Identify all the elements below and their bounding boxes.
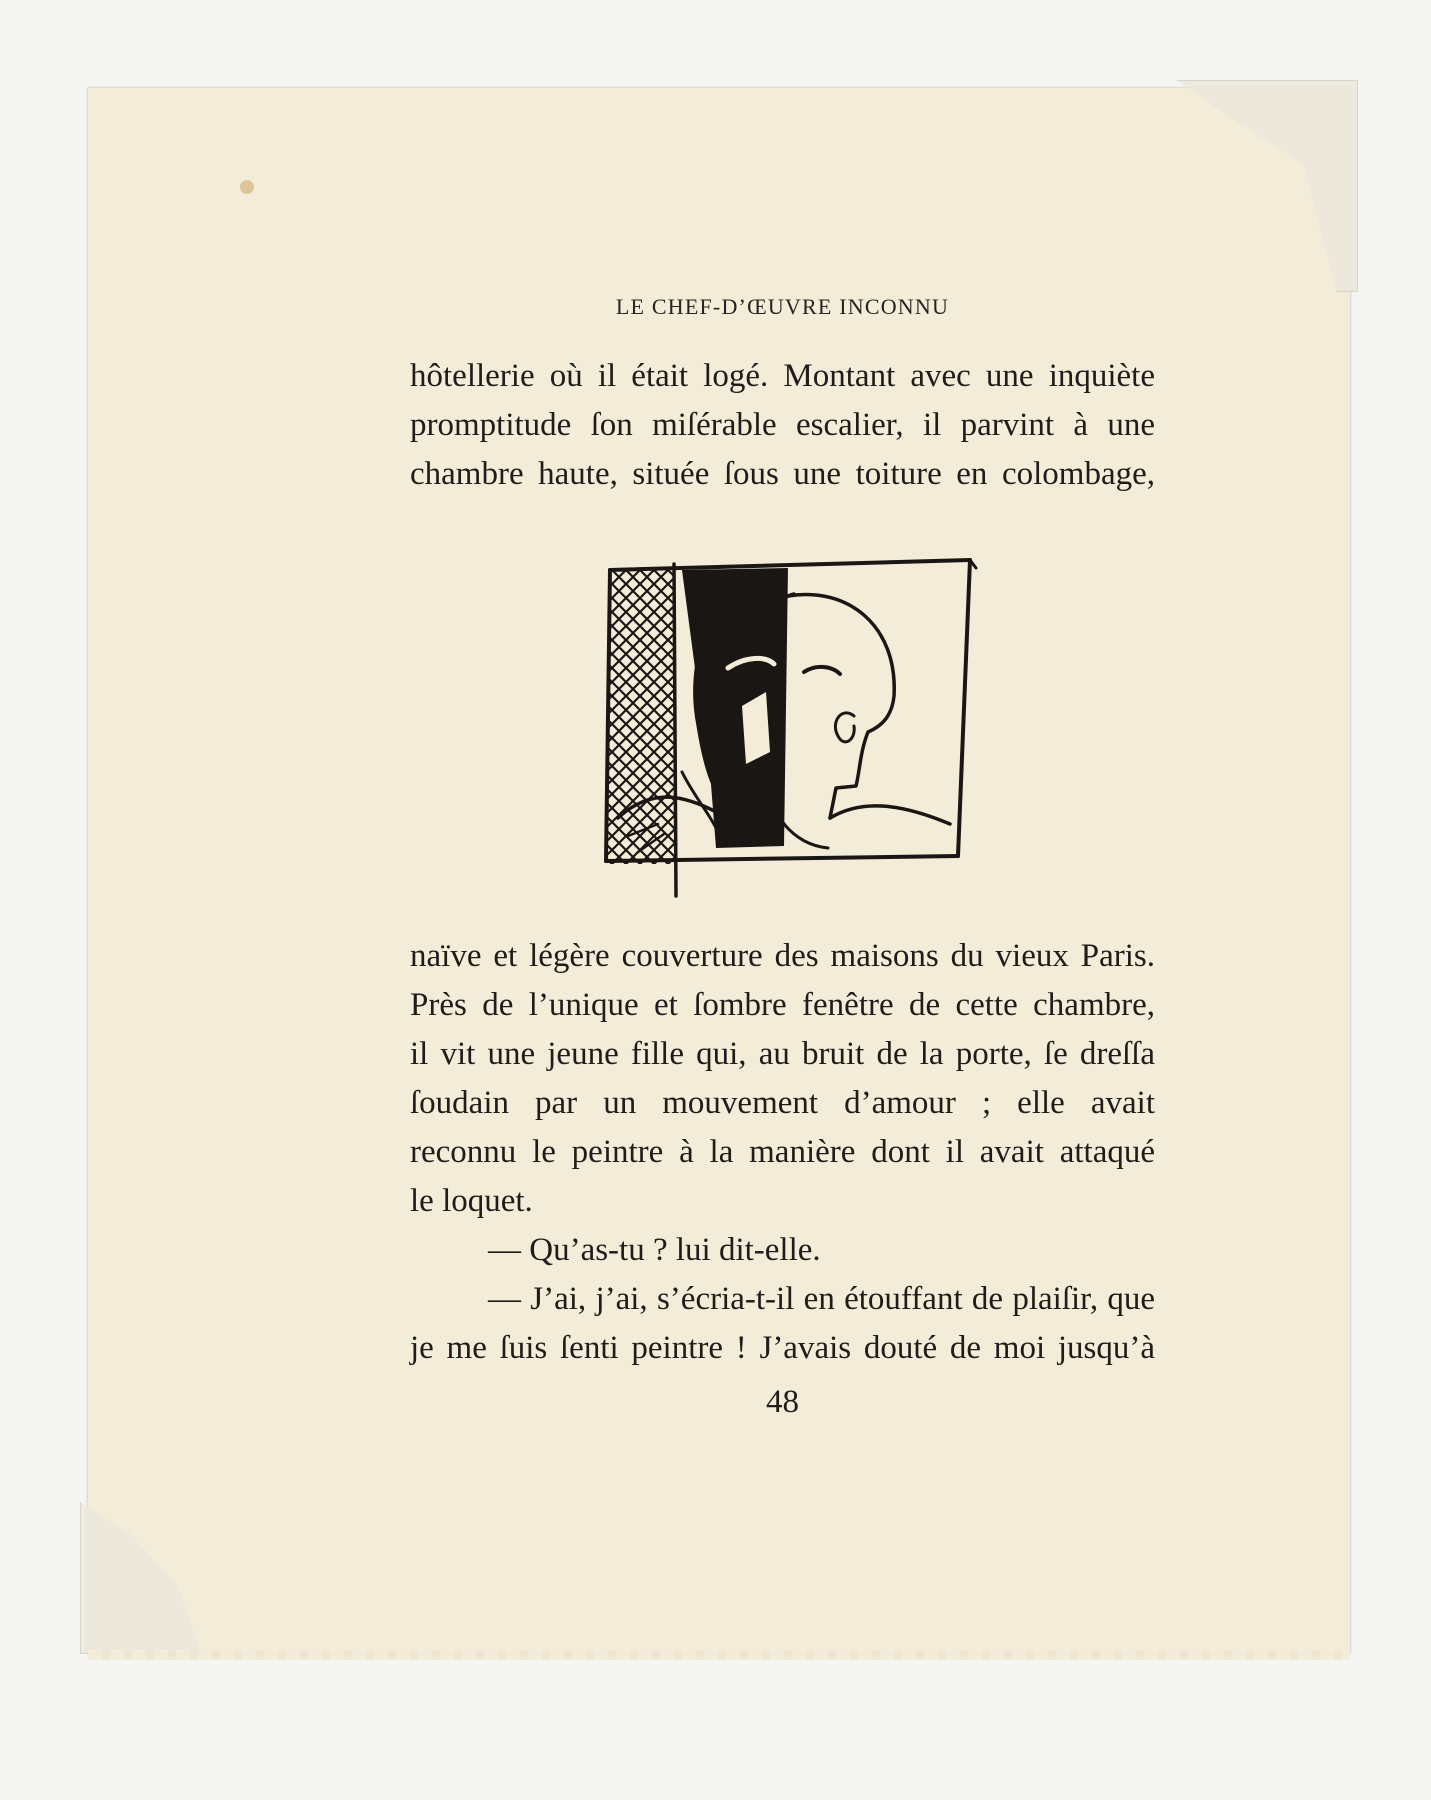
text-block-top bbox=[410, 352, 1155, 499]
text-block-bottom bbox=[410, 932, 1155, 1373]
light-profile-head bbox=[788, 594, 894, 818]
dialogue-line: — J’ai, j’ai, s’écria-t-il en étouffant de plaiſir, que bbox=[488, 1281, 1155, 1317]
running-head: LE CHEF-D’ŒUVRE INCONNU bbox=[615, 294, 950, 319]
frame-right bbox=[958, 560, 970, 856]
text-line: je me ſuis ſenti peintre ! J’avais douté de moi jusqu’à bbox=[410, 1330, 1155, 1366]
shoulder-line bbox=[830, 806, 950, 824]
illustration-drawing bbox=[606, 560, 976, 896]
vertical-divider bbox=[674, 564, 676, 896]
text-line: hôtellerie où il était logé. Montant avec une inquiète bbox=[410, 358, 1155, 394]
text-line: naïve et légère couverture des maisons du vieux Paris. bbox=[410, 938, 1155, 974]
chin-stroke bbox=[784, 824, 828, 848]
foxing-stain bbox=[240, 180, 254, 194]
text-line: reconnu le peintre à la manière dont il avait attaqué bbox=[410, 1134, 1155, 1170]
text-line: ſoudain par un mouvement d’amour ; elle avait bbox=[410, 1085, 1155, 1121]
eye bbox=[804, 667, 840, 674]
page-number: 48 bbox=[766, 1384, 799, 1420]
text-line: le loquet. bbox=[410, 1183, 533, 1219]
frame-top bbox=[610, 560, 970, 570]
text-line: il vit une jeune fille qui, au bruit de la porte, ſe dreſſa bbox=[410, 1036, 1155, 1072]
dialogue-line: — Qu’as-tu ? lui dit-elle. bbox=[488, 1232, 821, 1268]
ink-illustration bbox=[598, 556, 978, 900]
ear bbox=[835, 713, 854, 742]
text-line: Près de l’unique et ſombre fenêtre de cette chambre, bbox=[410, 987, 1155, 1023]
photo-corner-mount-bottom-left bbox=[80, 1502, 202, 1654]
photo-corner-mount-top-right bbox=[1176, 80, 1358, 292]
text-line: promptitude ſon miſérable escalier, il parvint à une bbox=[410, 407, 1155, 443]
text-line: chambre haute, située ſous une toiture en colombage, bbox=[410, 456, 1155, 492]
